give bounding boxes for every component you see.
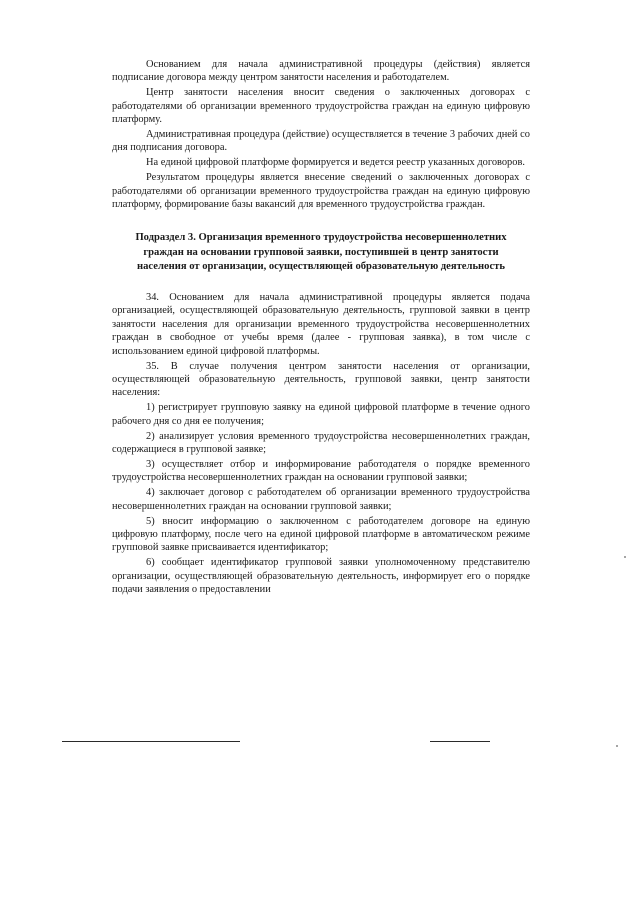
list-item: 5) вносит информацию о заключенном с работодателем договоре на единую цифровую платформу, после чего на единой цифровой платформе в автоматическом режиме групповой заявке присваивается идентификатор;: [112, 515, 530, 554]
list-item: 6) сообщает идентификатор групповой заявки уполномоченному представителю организации, осуществляющей образовательную деятельность, информирует его о порядке подачи заявления о предоставлении: [112, 557, 530, 596]
paragraph: Основанием для начала административной процедуры (действия) является подписание договора между центром занятости населения и работодателем.: [112, 59, 530, 84]
subsection-heading: Подраздел 3. Организация временного трудоустройства несовершеннолетних граждан на основании групповой заявки, поступившей в центр занятости населения от организации, осуществляющей образовательную деятельность: [135, 232, 507, 272]
footer-rule-right: [430, 741, 490, 742]
list-item: 2) анализирует условия временного трудоустройства несовершеннолетних граждан, содержащиеся в групповой заявке;: [112, 430, 530, 456]
paragraph: 35. В случае получения центром занятости населения от организации, осуществляющей образовательную деятельность, групповой заявки, центр занятости населения:: [112, 360, 530, 399]
footer-rule-left: [62, 741, 240, 742]
paragraph: На единой цифровой платформе формируется и ведется реестр указанных договоров.: [146, 157, 525, 169]
list-item: 4) заключает договор с работодателем об организации временного трудоустройства несовершеннолетних граждан на основании групповой заявки;: [112, 487, 530, 512]
list-item: 1) регистрирует групповую заявку на единой цифровой платформе в течение одного рабочего дня со дня ее получения;: [112, 402, 530, 427]
scan-speck: [624, 556, 626, 558]
paragraph: Результатом процедуры является внесение сведений о заключенных договорах с работодателями об организации временного трудоустройства граждан на единую цифровую платформу, формирование базы вакансий для временного трудоустройства граждан.: [112, 172, 530, 211]
paragraph: Административная процедура (действие) осуществляется в течение 3 рабочих дней со дня подписания договора.: [112, 129, 530, 154]
scan-speck: [616, 745, 618, 747]
document-page: [112, 58, 530, 598]
list-item: 3) осуществляет отбор и информирование работодателя о порядке временного трудоустройства несовершеннолетних граждан на основании групповой заявки;: [112, 458, 530, 484]
paragraph: 34. Основанием для начала административной процедуры является подача организацией, осуществляющей образовательную деятельность, групповой заявки в центр занятости населения для организации временного трудоустройства несовершеннолетних граждан в свободное от учебы время (далее - групповая заявка), в том числе с использованием единой цифровой платформы.: [112, 292, 530, 357]
paragraph: Центр занятости населения вносит сведения о заключенных договорах с работодателями об организации временного трудоустройства граждан на единую цифровую платформу.: [112, 87, 530, 126]
